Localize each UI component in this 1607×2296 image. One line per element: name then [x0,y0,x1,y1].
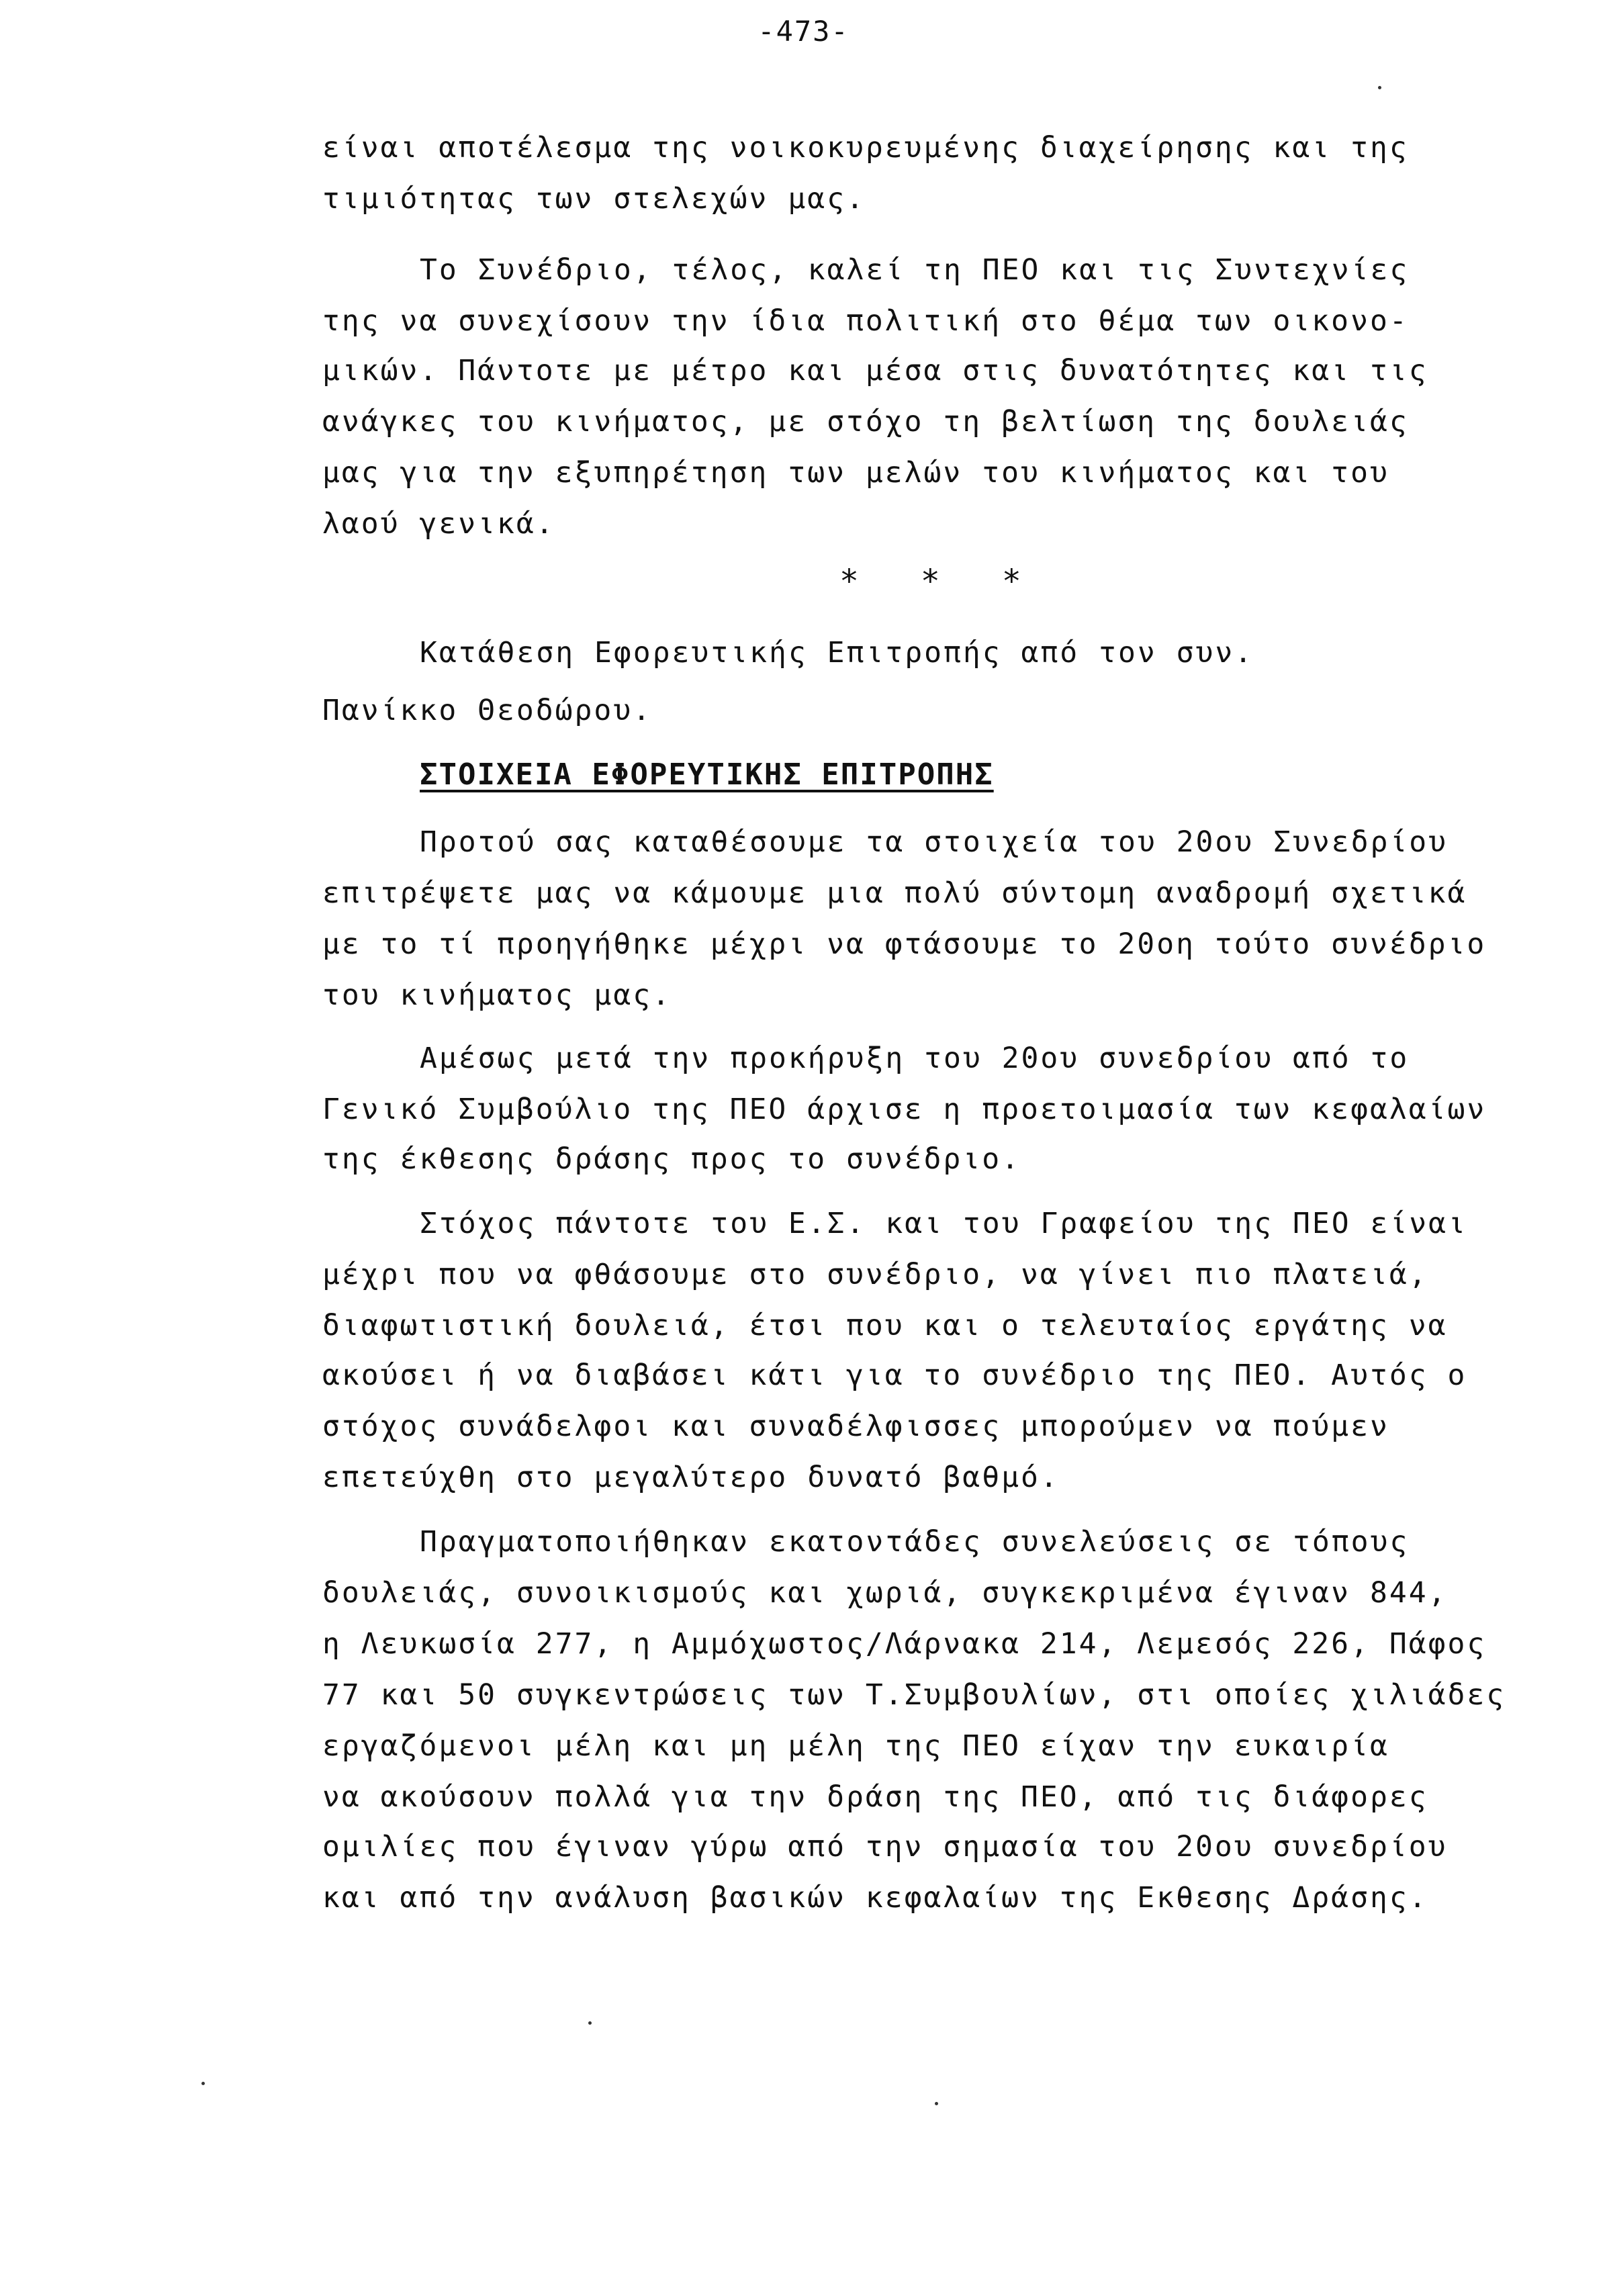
text-line: η Λευκωσία 277, η Αμμόχωστος/Λάρνακα 214, Λεμεσός 226, Πάφος [322,1627,1487,1661]
scan-speck [201,2082,205,2085]
text-line: στόχος συνάδελφοι και συναδέλφισσες μπορούμεν να πούμεν [322,1410,1389,1443]
text-line: ακούσει ή να διαβάσει κάτι για το συνέδριο της ΠΕΟ. Αυτός ο [322,1359,1467,1392]
text-line: Πραγματοποιήθηκαν εκατοντάδες συνελεύσεις σε τόπους [420,1525,1410,1559]
text-line: επιτρέψετε μας να κάμουμε μια πολύ σύντομη αναδρομή σχετικά [322,876,1467,910]
text-line: Προτού σας καταθέσουμε τα στοιχεία του 20ου Συνεδρίου [420,825,1449,859]
text-line: επετεύχθη στο μεγαλύτερο δυνατό βαθμό. [322,1461,1060,1494]
text-line: Κατάθεση Εφορευτικής Επιτροπής από τον συν. [420,636,1254,670]
text-line: τιμιότητας των στελεχών μας. [322,182,866,216]
text-line: λαού γενικά. [322,507,555,541]
text-line: ομιλίες που έγιναν γύρω από την σημασία του 20ου συνεδρίου [322,1830,1448,1864]
text-line: είναι αποτέλεσμα της νοικοκυρευμένης διαχείρησης και της [322,131,1409,165]
text-line: ανάγκες του κινήματος, με στόχο τη βελτίωση της δουλειάς [322,405,1409,439]
page-number: -473- [757,15,850,48]
text-line: Αμέσως μετά την προκήρυξη του 20ου συνεδρίου από το [420,1042,1410,1075]
asterisk: * [1001,563,1023,600]
text-line: και από την ανάλυση βασικών κεφαλαίων της Εκθεσης Δράσης. [322,1881,1428,1915]
scan-speck [1378,86,1381,89]
section-heading: ΣΤΟΙΧΕΙΑ ΕΦΟΡΕΥΤΙΚΗΣ ΕΠΙΤΡΟΠΗΣ [420,757,994,792]
text-line: της έκθεσης δράσης προς το συνέδριο. [322,1142,1021,1176]
asterisk: * [839,563,860,600]
text-line: με το τί προηγήθηκε μέχρι να φτάσουμε το 20οη τούτο συνέδριο [322,927,1487,961]
text-line: 77 και 50 συγκεντρώσεις των Τ.Συμβουλίων, στι οποίες χιλιάδες [322,1678,1506,1712]
text-line: του κινήματος μας. [322,978,672,1012]
asterisk: * [920,563,942,600]
scan-speck [935,2102,938,2105]
scan-speck [588,2021,592,2025]
text-line: μικών. Πάντοτε με μέτρο και μέσα στις δυνατότητες και τις [322,354,1428,387]
text-line: εργαζόμενοι μέλη και μη μέλη της ΠΕΟ είχαν την ευκαιρία [322,1729,1389,1763]
text-line: διαφωτιστική δουλειά, έτσι που και ο τελευταίος εργάτης να [322,1309,1448,1342]
text-line: δουλειάς, συνοικισμούς και χωριά, συγκεκριμένα έγιναν 844, [322,1576,1448,1610]
text-line: της να συνεχίσουν την ίδια πολιτική στο θέμα των οικονο- [322,304,1409,338]
text-line: Το Συνέδριο, τέλος, καλεί τη ΠΕΟ και τις Συντεχνίες [420,253,1410,287]
text-line: Στόχος πάντοτε του Ε.Σ. και του Γραφείου της ΠΕΟ είναι [420,1207,1467,1240]
text-line: Γενικό Συμβούλιο της ΠΕΟ άρχισε η προετοιμασία των κεφαλαίων [322,1093,1487,1126]
section-separator [839,563,1083,600]
text-line: να ακούσουν πολλά για την δράση της ΠΕΟ, από τις διάφορες [322,1780,1428,1814]
text-line: μας για την εξυπηρέτηση των μελών του κινήματος και του [322,456,1389,490]
text-line: Πανίκκο Θεοδώρου. [322,694,653,727]
text-line: μέχρι που να φθάσουμε στο συνέδριο, να γίνει πιο πλατειά, [322,1258,1428,1291]
